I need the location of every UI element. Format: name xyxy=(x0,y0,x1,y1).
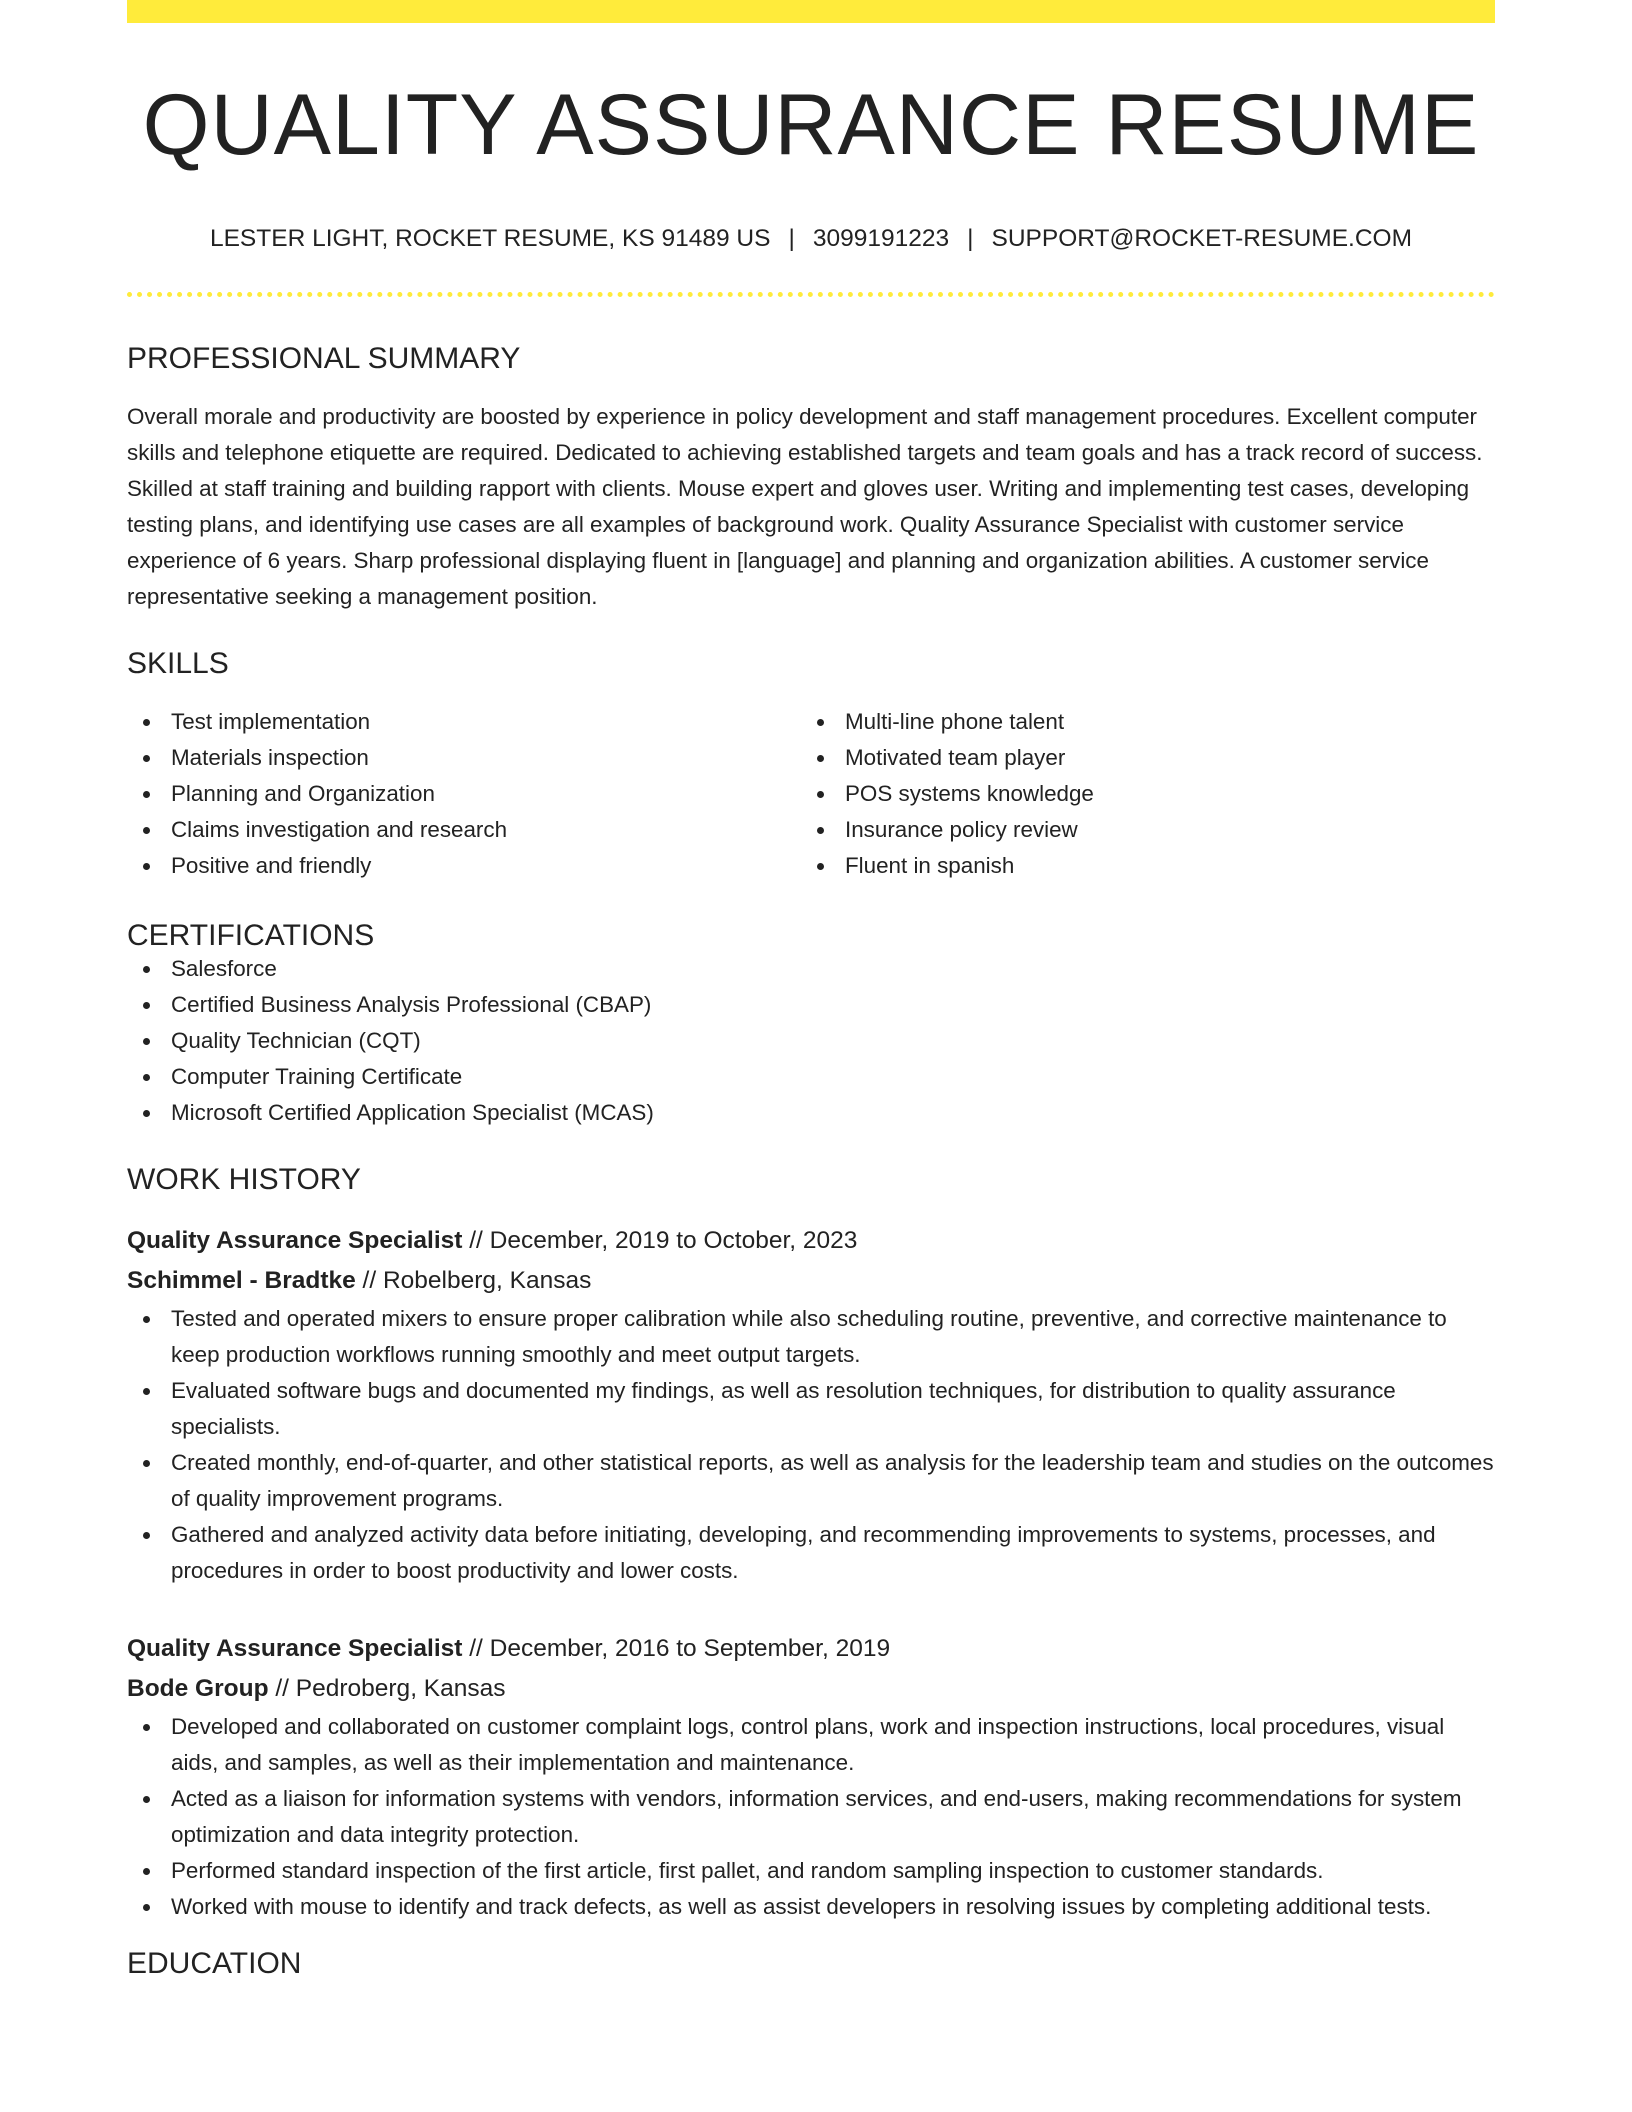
skill-item: Materials inspection xyxy=(127,740,801,776)
job-location: // Pedroberg, Kansas xyxy=(268,1674,506,1702)
job-duty-item: Developed and collaborated on customer complaint logs, control plans, work and inspection instructions, local procedures, visual aids, and samples, as well as their implementation and maintenance. xyxy=(127,1709,1495,1781)
job-entry xyxy=(127,1221,1495,1589)
skill-item: Planning and Organization xyxy=(127,776,801,812)
job-company-line xyxy=(127,1669,1495,1709)
skill-item: Multi-line phone talent xyxy=(801,704,1475,740)
certification-item: Quality Technician (CQT) xyxy=(127,1023,1495,1059)
skill-item: Test implementation xyxy=(127,704,801,740)
job-duties-list xyxy=(127,1301,1495,1589)
job-company-line xyxy=(127,1261,1495,1301)
skill-item: Motivated team player xyxy=(801,740,1475,776)
job-location: // Robelberg, Kansas xyxy=(355,1266,592,1294)
education-heading: EDUCATION xyxy=(127,1946,302,1980)
job-title: Quality Assurance Specialist xyxy=(127,1634,463,1662)
resume-title: QUALITY ASSURANCE RESUME xyxy=(142,77,1480,173)
contact-address: LESTER LIGHT, ROCKET RESUME, KS 91489 US xyxy=(209,225,771,252)
resume-page xyxy=(127,0,1495,1979)
summary-heading: PROFESSIONAL SUMMARY xyxy=(127,341,521,375)
job-company: Schimmel - Bradtke xyxy=(127,1266,356,1294)
dotted-divider xyxy=(127,292,1495,297)
skills-list-left xyxy=(127,704,801,884)
contact-line xyxy=(127,227,1495,252)
job-dates: // December, 2019 to October, 2023 xyxy=(462,1226,858,1254)
certification-item: Salesforce xyxy=(127,951,1495,987)
contact-email: SUPPORT@ROCKET-RESUME.COM xyxy=(991,225,1413,252)
skill-item: Fluent in spanish xyxy=(801,848,1475,884)
job-duties-list xyxy=(127,1709,1495,1925)
skills-grid xyxy=(127,704,1495,884)
skill-item: Claims investigation and research xyxy=(127,812,801,848)
certification-item: Certified Business Analysis Professional (CBAP) xyxy=(127,987,1495,1023)
job-duty-item: Acted as a liaison for information systems with vendors, information services, and end-users, making recommendations for system optimization and data integrity protection. xyxy=(127,1781,1495,1853)
skills-heading: SKILLS xyxy=(127,646,229,680)
job-company: Bode Group xyxy=(127,1674,269,1702)
certification-item: Microsoft Certified Application Specialist (MCAS) xyxy=(127,1095,1495,1131)
job-entry xyxy=(127,1629,1495,1925)
job-duty-item: Worked with mouse to identify and track defects, as well as assist developers in resolving issues by completing additional tests. xyxy=(127,1889,1495,1925)
skill-item: POS systems knowledge xyxy=(801,776,1475,812)
job-title-line xyxy=(127,1221,1495,1261)
certifications-list xyxy=(127,951,1495,1131)
certifications-heading: CERTIFICATIONS xyxy=(127,918,375,952)
accent-top-bar xyxy=(127,0,1495,23)
job-title-line xyxy=(127,1629,1495,1669)
job-duty-item: Performed standard inspection of the first article, first pallet, and random sampling inspection to customer standards. xyxy=(127,1853,1495,1889)
contact-separator: | xyxy=(788,225,795,252)
job-duty-item: Gathered and analyzed activity data before initiating, developing, and recommending improvements to systems, processes, and procedures in order to boost productivity and lower costs. xyxy=(127,1517,1495,1589)
job-duty-item: Evaluated software bugs and documented my findings, as well as resolution techniques, for distribution to quality assurance specialists. xyxy=(127,1373,1495,1445)
job-dates: // December, 2016 to September, 2019 xyxy=(462,1634,891,1662)
summary-text: Overall morale and productivity are boosted by experience in policy development and staff management procedures. Excellent computer skills and telephone etiquette are required. Dedicated to achieving established targets and team goals and has a track record of success. Skilled at staff training and building rapport with clients. Mouse expert and gloves user. Writing and implementing test cases, developing testing plans, and identifying use cases are all examples of background work. Quality Assurance Specialist with customer service experience of 6 years. Sharp professional displaying fluent in [language] and planning and organization abilities. A customer service representative seeking a management position. xyxy=(127,403,1483,609)
contact-separator: | xyxy=(967,225,974,252)
job-title: Quality Assurance Specialist xyxy=(127,1226,463,1254)
certification-item: Computer Training Certificate xyxy=(127,1059,1495,1095)
contact-phone: 3099191223 xyxy=(812,225,950,252)
skill-item: Insurance policy review xyxy=(801,812,1475,848)
job-duty-item: Created monthly, end-of-quarter, and other statistical reports, as well as analysis for the leadership team and studies on the outcomes of quality improvement programs. xyxy=(127,1445,1495,1517)
skills-list-right xyxy=(801,704,1475,884)
work-history-heading: WORK HISTORY xyxy=(127,1162,361,1196)
skill-item: Positive and friendly xyxy=(127,848,801,884)
job-duty-item: Tested and operated mixers to ensure proper calibration while also scheduling routine, preventive, and corrective maintenance to keep production workflows running smoothly and meet output targets. xyxy=(127,1301,1495,1373)
